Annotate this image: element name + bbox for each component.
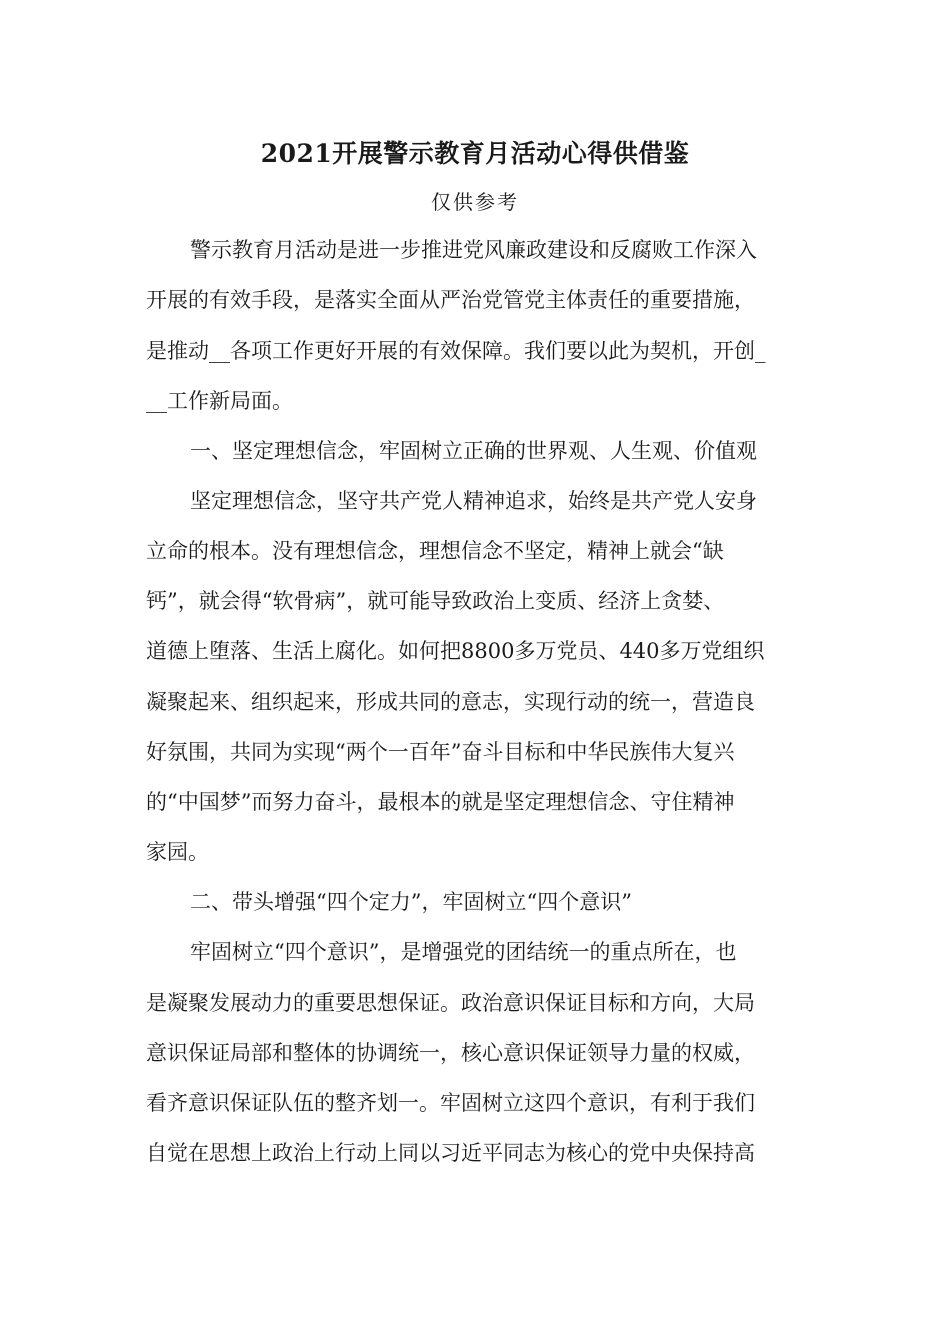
section-heading-2: 二、带头增强“四个定力”，牢固树立“四个意识” bbox=[190, 890, 632, 914]
paragraph-line: 是推动__各项工作更好开展的有效保障。我们要以此为契机，开创_ bbox=[146, 339, 766, 363]
paragraph-line: 凝聚起来、组织起来，形成共同的意志，实现行动的统一，营造良 bbox=[146, 690, 755, 714]
paragraph-line: 钙”，就会得“软骨病”，就可能导致政治上变质、经济上贪婪、 bbox=[146, 589, 725, 613]
paragraph-line: 的“中国梦”而努力奋斗，最根本的就是坚定理想信念、守住精神 bbox=[146, 790, 735, 814]
paragraph-line: 好氛围，共同为实现“两个一百年”奋斗目标和中华民族伟大复兴 bbox=[146, 740, 735, 764]
paragraph-line: 坚定理想信念，坚守共产党人精神追求，始终是共产党人安身 bbox=[190, 489, 757, 513]
paragraph-line: 牢固树立“四个意识”，是增强党的团结统一的重点所在，也 bbox=[190, 940, 737, 964]
paragraph-line: 警示教育月活动是进一步推进党风廉政建设和反腐败工作深入 bbox=[190, 238, 757, 262]
paragraph-line: __工作新局面。 bbox=[146, 389, 293, 413]
paragraph-line: 道德上堕落、生活上腐化。如何把8800多万党员、440多万党组织 bbox=[146, 639, 765, 663]
document-subtitle: 仅供参考 bbox=[431, 190, 519, 214]
document-title: 2021开展警示教育月活动心得供借鉴 bbox=[260, 139, 690, 168]
paragraph-line: 开展的有效手段，是落实全面从严治党管党主体责任的重要措施， bbox=[146, 288, 755, 312]
paragraph-line: 意识保证局部和整体的协调统一，核心意识保证领导力量的权威， bbox=[146, 1041, 755, 1065]
paragraph-line: 立命的根本。没有理想信念，理想信念不坚定，精神上就会“缺 bbox=[146, 539, 724, 563]
paragraph-line: 看齐意识保证队伍的整齐划一。牢固树立这四个意识，有利于我们 bbox=[146, 1091, 755, 1115]
paragraph-line: 自觉在思想上政治上行动上同以习近平同志为核心的党中央保持高 bbox=[146, 1141, 755, 1165]
paragraph-line: 是凝聚发展动力的重要思想保证。政治意识保证目标和方向，大局 bbox=[146, 991, 755, 1015]
section-heading-1: 一、坚定理想信念，牢固树立正确的世界观、人生观、价值观 bbox=[190, 439, 757, 463]
paragraph-line: 家园。 bbox=[146, 840, 209, 864]
